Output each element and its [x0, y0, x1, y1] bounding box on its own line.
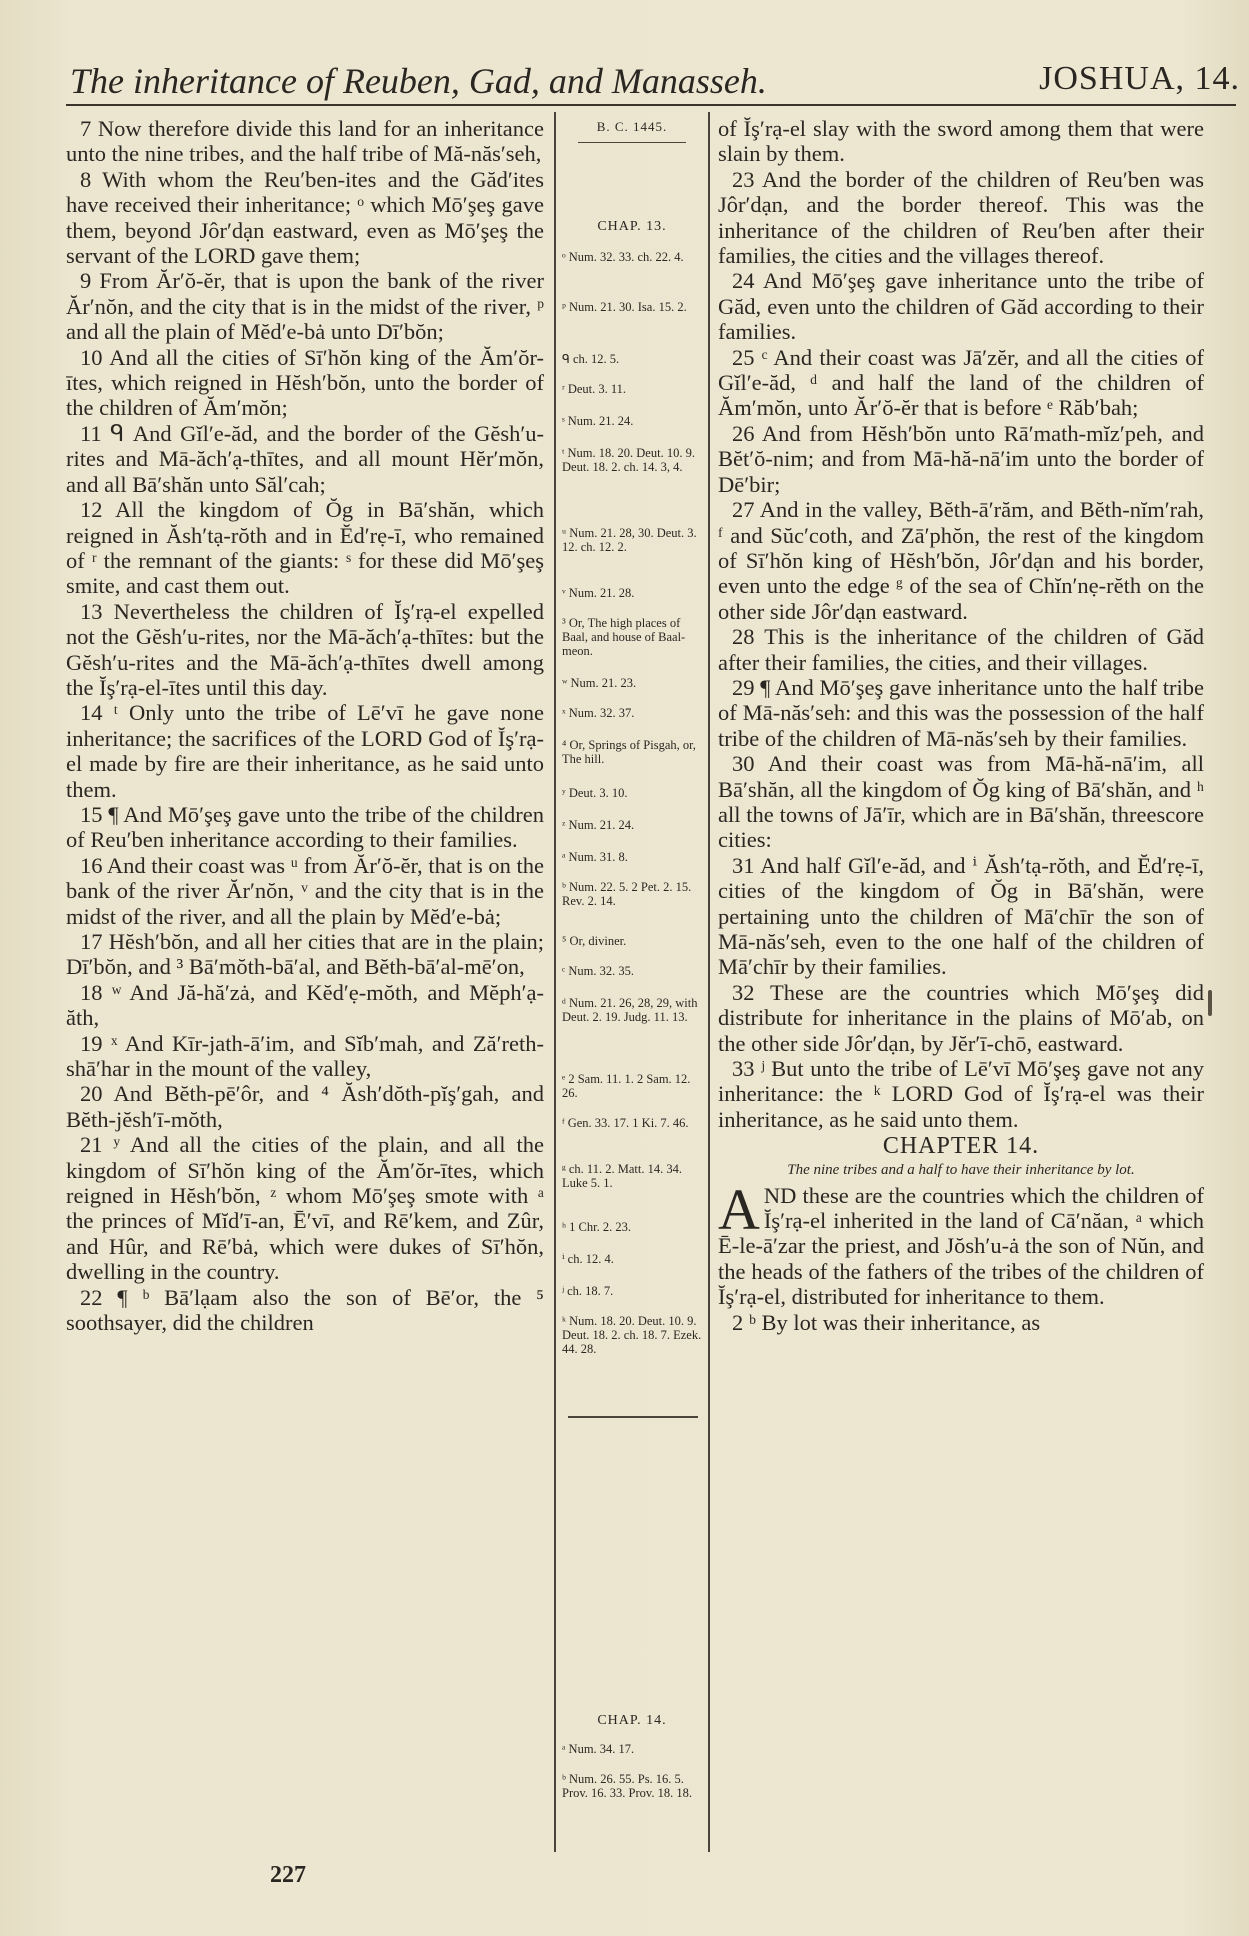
verse: 33 ʲ But unto the tribe of Lē′vī Mō′şeş gave not any inheritance: the ᵏ LORD God of Ĭş′rạ-el was their inheritance, as he said unto them. [718, 1056, 1204, 1132]
cross-reference: ʷ Num. 21. 23. [562, 676, 637, 690]
page-header [70, 52, 1240, 112]
verse: 16 And their coast was ᵘ from Ăr′ŏ-ĕr, that is on the bank of the river Ăr′nŏn, ᵛ and the city that is in the midst of the river, and all the plain by Mĕd′e-bȧ; [66, 852, 544, 929]
cross-reference: ʸ Deut. 3. 10. [562, 786, 628, 800]
chapter-14-label: CHAP. 14. [597, 1713, 667, 1728]
page-number: 227 [270, 1862, 306, 1888]
verse: 28 This is the inheritance of the children of Găd after their families, the cities, and their villages. [718, 624, 1204, 675]
verse: 12 All the kingdom of Ŏg in Bā′shăn, which reigned in Ăsh′tạ-rŏth and in Ĕd′rẹ-ī, who remained of ʳ the remnant of the giants: ˢ for these did Mō′şeş smite, and cast them out. [66, 497, 544, 599]
verse: 9 From Ăr′ŏ-ĕr, that is upon the bank of the river Ăr′nŏn, and the city that is in the midst of the river, ᵖ and all the plain of Mĕd′e-bȧ unto Dī′bŏn; [66, 268, 544, 345]
drop-cap: A [718, 1176, 760, 1242]
book-chapter-label: JOSHUA, 14. [1039, 60, 1240, 97]
cross-reference: ᶠ Gen. 33. 17. 1 Ki. 7. 46. [562, 1116, 689, 1130]
footnote: ³ Or, The high places of Baal, and house of Baal-meon. [562, 616, 686, 658]
verse: 17 Hĕsh′bŏn, and all her cities that are in the plain; Dī′bŏn, and ³ Bā′mŏth-bā′al, and Bĕth-bā′al-mē′on, [66, 929, 544, 980]
chapter-separator [568, 1416, 698, 1418]
verse: 18 ʷ And Jă-hă′zȧ, and Kĕd′ẹ-mŏth, and Mĕph′ạ-ăth, [66, 979, 544, 1031]
footnote: ⁵ Or, diviner. [562, 934, 627, 948]
year-label: B. C. 1445. [596, 119, 668, 134]
footnote: ⁴ Or, Springs of Pisgah, or, The hill. [562, 738, 696, 766]
chapter-opening [718, 1176, 1204, 1310]
verse: 2 ᵇ By lot was their inheritance, as [732, 1309, 1041, 1335]
cross-reference: ᵇ Num. 26. 55. Ps. 16. 5. Prov. 16. 33. Prov. 18. 18. [562, 1772, 692, 1800]
cross-reference: ᵛ Num. 21. 28. [562, 586, 635, 600]
verse: 25 ᶜ And their coast was Jā′zĕr, and all the cities of Gĭl′e-ăd, ᵈ and half the land of the children of Ăm′mŏn, unto Ăr′ŏ-ĕr that is before ᵉ Răb′bah; [718, 344, 1204, 421]
print-mark [1208, 990, 1212, 1016]
cross-reference: ᵃ Num. 34. 17. [562, 1742, 635, 1756]
running-title: The inheritance of Reuben, Gad, and Manasseh. [70, 61, 767, 101]
cross-reference: ᵈ Num. 21. 26, 28, 29, with Deut. 2. 19. Judg. 11. 13. [562, 996, 698, 1024]
verse: 20 And Bĕth-pē′ôr, and ⁴ Ăsh′dŏth-pĭş′gah, and Bĕth-jĕsh′ī-mŏth, [66, 1081, 544, 1132]
cross-reference: ʳ Deut. 3. 11. [562, 382, 627, 396]
verse: 26 And from Hĕsh′bŏn unto Rā′math-mĭz′peh, and Bĕt′ŏ-nim; and from Mā-hă-nā′im unto the border of Dē′bir; [718, 420, 1204, 497]
verse: 27 And in the valley, Bĕth-ā′răm, and Bĕth-nĭm′rah, ᶠ and Sŭc′coth, and Zā′phŏn, the rest of the kingdom of Sī′hŏn king of Hĕsh′bŏn, Jôr′dạn and his border, even unto the edge ᵍ of the sea of Chĭn′nẹ-rĕth on the other side Jôr′dạn eastward. [718, 497, 1204, 624]
cross-reference: ʲ ch. 18. 7. [562, 1284, 614, 1298]
verse: 31 And half Gĭl′e-ăd, and ⁱ Ăsh′tạ-rŏth, and Ĕd′rẹ-ī, cities of the kingdom of Ŏg in Bā′shăn, were pertaining unto the children of Mā′chīr the son of Mā-năs′seh, even to the one half of the children of Mā′chīr by their families. [718, 852, 1204, 980]
cross-reference: ᵍ ch. 11. 2. Matt. 14. 34. Luke 5. 1. [562, 1162, 682, 1190]
verse: of Ĭş′rạ-el slay with the sword among them that were slain by them. [718, 116, 1204, 167]
cross-reference: ᵒ Num. 32. 33. ch. 22. 4. [562, 250, 684, 264]
right-text-column [718, 116, 1204, 1836]
header-rule [66, 104, 1236, 106]
verse: 10 And all the cities of Sī′hŏn king of the Ăm′ŏr-ītes, which reigned in Hĕsh′bŏn, unto the border of the children of Ăm′mŏn; [66, 344, 544, 421]
verse: 7 Now therefore divide this land for an inheritance unto the nine tribes, and the half tribe of Mă-năs′seh, [66, 116, 544, 167]
verse: 11 ᑫ And Gĭl′e-ăd, and the border of the Gĕsh′u-rites and Mā-ăch′ạ-thītes, and all mount Hĕr′mŏn, and all Bā′shăn unto Săl′cah; [66, 420, 544, 497]
cross-reference: ᵉ 2 Sam. 11. 1. 2 Sam. 12. 26. [562, 1072, 691, 1100]
verse: 14 ᵗ Only unto the tribe of Lē′vī he gave none inheritance; the sacrifices of the LORD God of Ĭş′rạ-el made by fire are their inheritance, as he said unto them. [66, 700, 544, 802]
year-rule [578, 142, 686, 143]
chapter-heading: CHAPTER 14. [882, 1133, 1040, 1160]
verse: 15 ¶ And Mō′şeş gave unto the tribe of the children of Reu′ben inheritance according to their families. [66, 801, 544, 853]
cross-reference: ᵃ Num. 31. 8. [562, 850, 628, 864]
verse: 8 With whom the Reu′ben-ites and the Găd′ites have received their inheritance; ᵒ which Mō′şeş gave them, beyond Jôr′dạn eastward, even as Mō′şeş the servant of the LORD gave them; [66, 166, 544, 269]
column-divider-left [554, 112, 556, 1852]
cross-reference: ᶜ Num. 32. 35. [562, 964, 634, 978]
cross-reference: ᵇ Num. 22. 5. 2 Pet. 2. 15. Rev. 2. 14. [562, 880, 692, 908]
opening-verse: ND these are the countries which the children of Ĭş′rạ-el inherited in the land of Cā′năan, ᵃ which Ē-le-ā′zar the priest, and Jŏsh′u-ȧ the son of Nŭn, and the heads of the fathers of the tribes of the children of Ĭş′rạ-el, distributed for inheritance to them. [718, 1182, 1204, 1310]
verse: 29 ¶ And Mō′şeş gave inheritance unto the half tribe of Mā-năs′seh: and this was the possession of the half tribe of the children of Mā-năs′seh by their families. [718, 674, 1204, 751]
cross-reference: ᵖ Num. 21. 30. Isa. 15. 2. [562, 300, 687, 314]
cross-reference: ʰ 1 Chr. 2. 23. [562, 1220, 631, 1234]
cross-reference: ˢ Num. 21. 24. [562, 414, 634, 428]
verse: 24 And Mō′şeş gave inheritance unto the tribe of Găd, even unto the children of Găd according to their families. [718, 268, 1204, 345]
verse: 19 ˣ And Kīr-jath-ā′im, and Sĭb′mah, and Ză′reth-shā′har in the mount of the valley, [66, 1030, 544, 1082]
verse: 23 And the border of the children of Reu′ben was Jôr′dạn, and the border thereof. This was the inheritance of the children of Reu′ben after their families, the cities and the villages thereof. [718, 166, 1204, 269]
chapter-summary: The nine tribes and a half to have their inheritance by lot. [787, 1161, 1135, 1178]
column-divider-right [708, 112, 710, 1852]
cross-reference: ᵗ Num. 18. 20. Deut. 10. 9. Deut. 18. 2. ch. 14. 3, 4. [562, 446, 695, 474]
cross-reference: ᶻ Num. 21. 24. [562, 818, 635, 832]
verse: 21 ʸ And all the cities of the plain, and all the kingdom of Sī′hŏn king of the Ăm′ŏr-ītes, which reigned in Hĕsh′bŏn, ᶻ whom Mō′şeş smote with ᵃ the princes of Mĭd′ī-an, Ē′vī, and Rē′kem, and Zûr, and Hûr, and Rē′bȧ, which were dukes of Sī′hŏn, dwelling in the country. [66, 1132, 544, 1285]
reference-column [558, 116, 706, 1856]
verse: 22 ¶ ᵇ Bā′lạam also the son of Bē′or, the ⁵ soothsayer, did the children [66, 1284, 544, 1336]
left-text-column [66, 116, 544, 1836]
cross-reference: ᑫ ch. 12. 5. [562, 352, 620, 366]
cross-reference: ˣ Num. 32. 37. [562, 706, 635, 720]
verse: 30 And their coast was from Mā-hă-nā′im, all Bā′shăn, all the kingdom of Ŏg king of Bā′shăn, and ʰ all the towns of Jā′īr, which are in Bā′shăn, threescore cities: [718, 751, 1204, 853]
chapter-13-label: CHAP. 13. [597, 219, 667, 234]
cross-reference: ᵘ Num. 21. 28, 30. Deut. 3. 12. ch. 12. 2. [562, 526, 697, 554]
verse: 32 These are the countries which Mō′şeş did distribute for inheritance in the plains of Mō′ab, on the other side Jôr′dạn, by Jĕr′ī-chō, eastward. [718, 979, 1204, 1056]
verse: 13 Nevertheless the children of Ĭş′rạ-el expelled not the Gĕsh′u-rites, nor the Mā-ăch′ạ-thītes: but the Gĕsh′u-rites and the Mā-ăch′ạ-thītes dwell among the Ĭş′rạ-el-ītes until this day. [66, 598, 544, 700]
cross-reference: ᵏ Num. 18. 20. Deut. 10. 9. Deut. 18. 2. ch. 18. 7. Ezek. 44. 28. [562, 1314, 702, 1356]
cross-reference: ⁱ ch. 12. 4. [562, 1252, 614, 1266]
